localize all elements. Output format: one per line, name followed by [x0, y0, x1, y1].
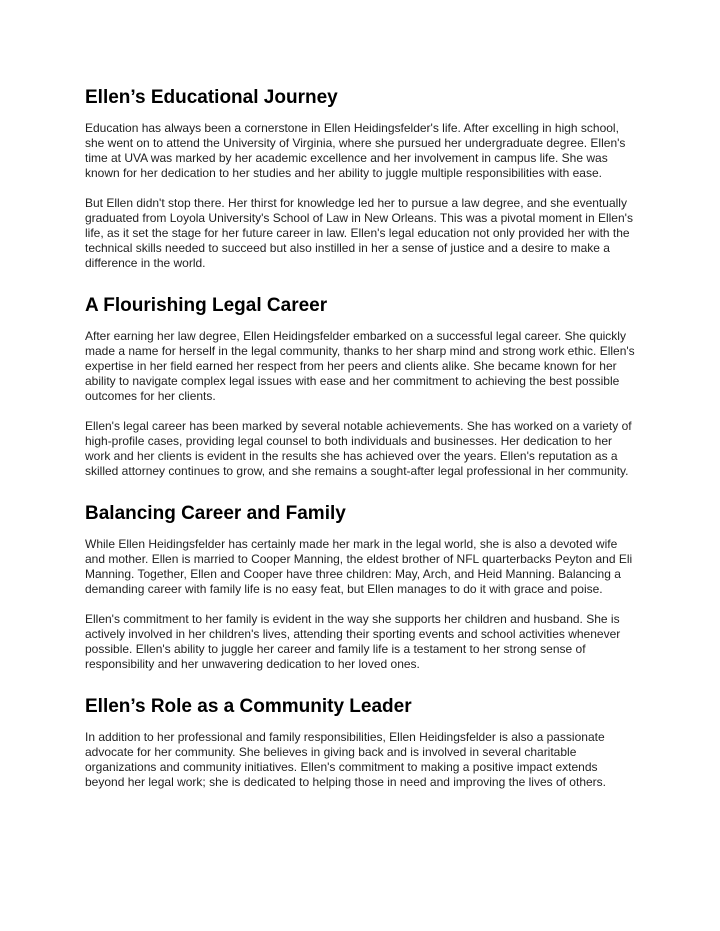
section-legal-career — [85, 295, 635, 479]
paragraph: Ellen's legal career has been marked by several notable achievements. She has worked on a variety of high-profile cases, providing legal counsel to both individuals and businesses. Her dedication to her work and her clients is evident in the results she has achieved over the years. Ellen's reputation as a skilled attorney continues to grow, and she remains a sought-after legal professional in her community. — [85, 419, 632, 478]
section-heading: Ellen’s Role as a Community Leader — [85, 696, 412, 717]
paragraph: In addition to her professional and family responsibilities, Ellen Heidingsfelder is also a passionate advocate for her community. She believes in giving back and is involved in several charitable organizations and community initiatives. Ellen's commitment to making a positive impact extends beyond her legal work; she is dedicated to helping those in need and improving the lives of others. — [85, 730, 606, 789]
paragraph: Ellen's commitment to her family is evident in the way she supports her children and husband. She is actively involved in her children's lives, attending their sporting events and school activities whenever possible. Ellen's ability to juggle her career and family life is a testament to her strong sense of responsibility and her unwavering dedication to her loved ones. — [85, 612, 621, 671]
section-career-and-family — [85, 503, 635, 672]
section-heading: Balancing Career and Family — [85, 503, 346, 524]
paragraph: After earning her law degree, Ellen Heidingsfelder embarked on a successful legal career. She quickly made a name for herself in the legal community, thanks to her sharp mind and strong work ethic. Ellen's expertise in her field earned her respect from her peers and clients alike. She became known for her ability to navigate complex legal issues with ease and her commitment to achieving the best possible outcomes for her clients. — [85, 329, 635, 403]
paragraph: Education has always been a cornerstone in Ellen Heidingsfelder's life. After excelling in high school, she went on to attend the University of Virginia, where she pursued her undergraduate degree. Ellen's time at UVA was marked by her academic excellence and her involvement in campus life. She was known for her dedication to her studies and her ability to juggle multiple responsibilities with ease. — [85, 121, 626, 180]
paragraph: But Ellen didn't stop there. Her thirst for knowledge led her to pursue a law degree, and she eventually graduated from Loyola University's School of Law in New Orleans. This was a pivotal moment in Ellen's life, as it set the stage for her future career in law. Ellen's legal education not only provided her with the technical skills needed to succeed but also instilled in her a sense of justice and a desire to make a difference in the world. — [85, 196, 633, 270]
section-community-leader — [85, 696, 635, 790]
section-educational-journey — [85, 87, 635, 271]
paragraph: While Ellen Heidingsfelder has certainly made her mark in the legal world, she is also a devoted wife and mother. Ellen is married to Cooper Manning, the eldest brother of NFL quarterbacks Peyton and Eli Manning. Together, Ellen and Cooper have three children: May, Arch, and Heid Manning. Balancing a demanding career with family life is no easy feat, but Ellen manages to do it with grace and poise. — [85, 537, 633, 596]
section-heading: A Flourishing Legal Career — [85, 295, 328, 316]
section-heading: Ellen’s Educational Journey — [85, 87, 338, 108]
